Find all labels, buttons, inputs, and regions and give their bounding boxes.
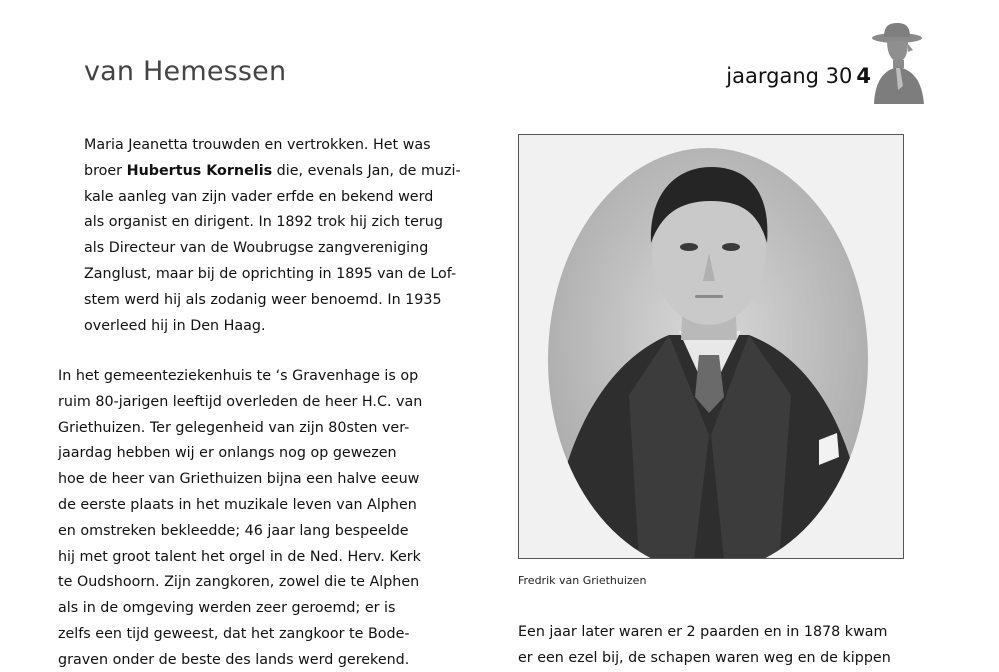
paragraph-obituary: [58, 364, 422, 672]
paragraph-animals: [518, 620, 891, 672]
text-line: en omstreken bekleedde; 46 jaar lang bespeelde: [58, 522, 409, 539]
text-line: kale aanleg van zijn vader erfde en bekend werd: [84, 188, 434, 205]
bold-name: Hubertus Kornelis: [126, 162, 273, 179]
issue-label: [726, 64, 871, 88]
page-title: van Hemessen: [84, 56, 287, 87]
text-line: als Directeur van de Woubrugse zangvereniging: [84, 240, 429, 257]
text-line: de eerste plaats in het muzikale leven van Alphen: [58, 496, 417, 513]
text-line: hij met groot talent het orgel in de Ned. Herv. Kerk: [58, 548, 421, 565]
paragraph-hemessen: [84, 133, 461, 339]
text-line: overleed hij in Den Haag.: [84, 317, 266, 334]
text-line: Zanglust, maar bij de oprichting in 1895 van de Lof-: [84, 265, 457, 282]
portrait-photo: [518, 134, 904, 559]
text-line: In het gemeenteziekenhuis te ‘s Gravenhage is op: [58, 368, 419, 384]
text-line: hoe de heer van Griethuizen bijna een halve eeuw: [58, 471, 420, 488]
portrait-image: [519, 135, 904, 559]
text-line: zelfs een tijd geweest, dat het zangkoor te Bode-: [58, 625, 410, 642]
text-line: als organist en dirigent. In 1892 trok hij zich terug: [84, 214, 443, 231]
text-line: jaardag hebben wij er onlangs nog op gewezen: [58, 445, 397, 462]
text-line: te Oudshoorn. Zijn zangkoren, zowel die te Alphen: [58, 574, 420, 591]
page-number: 4: [856, 64, 871, 88]
text-line: Een jaar later waren er 2 paarden en in 1878 kwam: [518, 624, 888, 640]
man-with-hat-silhouette-icon: [870, 20, 928, 104]
text-line: er een ezel bij, de schapen waren weg en de kippen: [518, 649, 891, 666]
photo-caption: Fredrik van Griethuizen: [518, 574, 647, 587]
issue-volume: jaargang 30: [726, 64, 853, 88]
text-line: als in de omgeving werden zeer geroemd; er is: [58, 600, 396, 617]
text-line: Maria Jeanetta trouwden en vertrokken. Het was: [84, 137, 431, 153]
text-line: stem werd hij als zodanig weer benoemd. In 1935: [84, 291, 442, 308]
text-line: broer Hubertus Kornelis die, evenals Jan, de muzi-: [84, 162, 461, 179]
text-line: Griethuizen. Ter gelegenheid van zijn 80sten ver-: [58, 419, 410, 436]
text-line: graven onder de beste des lands werd gerekend.: [58, 651, 410, 668]
text-line: ruim 80-jarigen leeftijd overleden de heer H.C. van: [58, 393, 423, 410]
